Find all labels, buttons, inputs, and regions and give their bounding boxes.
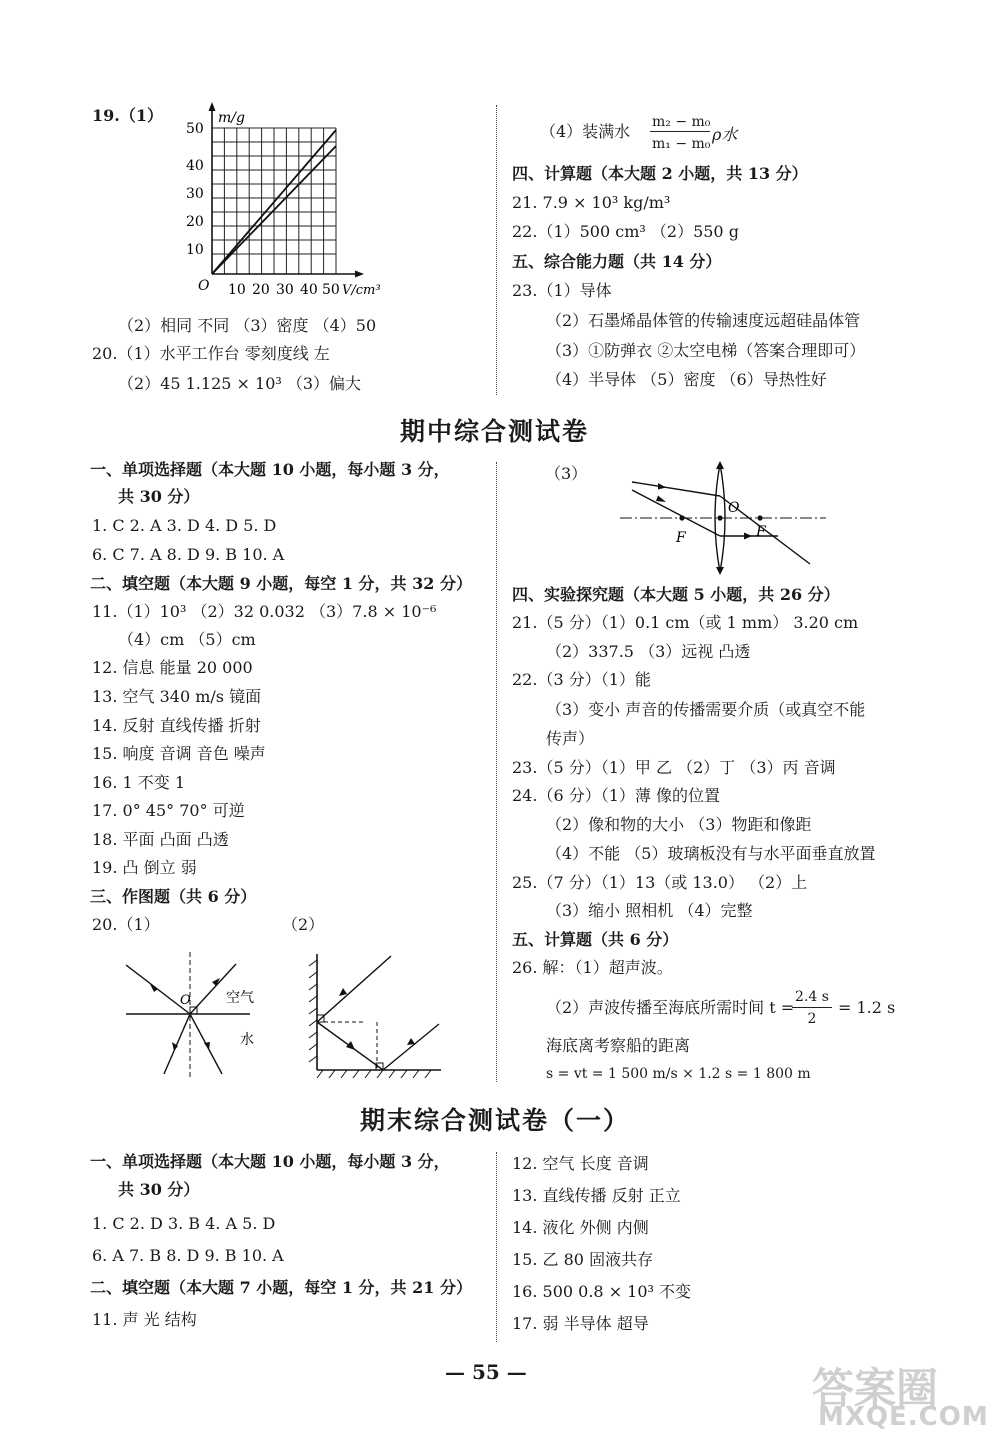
q19-part4-label: （4）装满水: [540, 122, 631, 141]
q20-part2: （2）45 1.125 × 10³ （3）偏大: [118, 374, 362, 393]
mid-section-1-heading: 一、单项选择题（本大题 10 小题，每小题 3 分，: [90, 460, 450, 479]
column-divider: [496, 105, 497, 395]
mid-q21-part2: （2）337.5 （3）远视 凸透: [546, 642, 751, 661]
refraction-diagram: [118, 950, 258, 1080]
final-section-1-heading-cont: 共 30 分）: [118, 1180, 200, 1199]
final-title: 期末综合测试卷（一）: [360, 1106, 631, 1135]
final-q15: 15. 乙 80 固液共存: [512, 1250, 654, 1269]
mid-q18: 18. 平面 凸面 凸透: [92, 830, 229, 849]
section-5-heading: 五、综合能力题（共 14 分）: [512, 252, 722, 271]
q26-fraction-bar: [792, 1007, 832, 1008]
mid-q14: 14. 反射 直线传播 折射: [92, 716, 261, 735]
plane-mirror-diagram: [305, 950, 445, 1080]
mid-q26-part2: （2）声波传播至海底所需时间 t =: [546, 998, 795, 1017]
mid-q20-part3-label: （3）: [545, 464, 588, 483]
mid-q20-part1-label: 20.（1）: [92, 915, 160, 934]
mid-q22-part1: 22.（3 分）（1）能: [512, 670, 651, 689]
q22-answer: 22.（1）500 cm³ （2）550 g: [512, 222, 739, 241]
mid-section-1-heading-cont: 共 30 分）: [118, 487, 200, 506]
rho-water: ρ水: [712, 125, 738, 144]
watermark-logo: 答案圈: [812, 1364, 939, 1413]
final-q17: 17. 弱 半导体 超导: [512, 1314, 649, 1333]
mass-volume-graph: [186, 100, 400, 305]
watermark-url: MXQE.COM: [818, 1402, 989, 1432]
column-divider: [496, 462, 497, 1082]
mid-section-5-heading: 五、计算题（共 6 分）: [512, 930, 679, 949]
page-number: — 55 —: [445, 1360, 527, 1384]
water-label: 水: [240, 1032, 254, 1048]
final-section-2-heading: 二、填空题（本大题 7 小题，每空 1 分，共 21 分）: [90, 1278, 472, 1297]
y-tick: 50: [186, 121, 204, 137]
x-tick: 10: [228, 282, 246, 298]
final-section-1-heading: 一、单项选择题（本大题 10 小题，每小题 3 分，: [90, 1152, 450, 1171]
fraction-numerator: m₂ − m₀: [652, 114, 711, 130]
x-tick: 20: [252, 282, 270, 298]
midterm-title: 期中综合测试卷: [400, 417, 590, 446]
focus-left-label: F: [676, 530, 686, 546]
mid-q26-part1: 26. 解：（1）超声波。: [512, 958, 673, 977]
mid-mc-answers-row1: 1. C 2. A 3. D 4. D 5. D: [92, 516, 277, 535]
point-O: O: [180, 993, 191, 1008]
q26-fraction-numerator: 2.4 s: [795, 989, 829, 1005]
final-q12: 12. 空气 长度 音调: [512, 1154, 649, 1173]
section-4-heading: 四、计算题（本大题 2 小题，共 13 分）: [512, 164, 808, 183]
q19-label: 19.（1）: [92, 106, 163, 125]
mid-q25-part2: （3）缩小 照相机 （4）完整: [546, 901, 753, 920]
y-tick: 20: [186, 214, 204, 230]
q26-result: = 1.2 s: [838, 998, 896, 1017]
fraction-bar: [650, 131, 710, 132]
mid-q21-part1: 21.（5 分）（1）0.1 cm（或 1 mm） 3.20 cm: [512, 613, 859, 632]
mid-q17: 17. 0° 45° 70° 可逆: [92, 801, 245, 820]
mid-q26-part3: 海底离考察船的距离: [546, 1036, 691, 1055]
final-q13: 13. 直线传播 反射 正立: [512, 1186, 681, 1205]
final-mc-answers-row2: 6. A 7. B 8. D 9. B 10. A: [92, 1246, 284, 1265]
origin-label: O: [198, 278, 210, 294]
mid-q11-part1: 11.（1）10³ （2）32 0.032 （3）7.8 × 10⁻⁶: [92, 602, 437, 621]
mid-q24-part3: （4）不能 （5）玻璃板没有与水平面垂直放置: [546, 844, 876, 863]
y-tick: 40: [186, 158, 204, 174]
mid-q20-part2-label: （2）: [282, 915, 325, 934]
x-axis-label: V/cm³: [342, 283, 381, 298]
fraction-denominator: m₁ − m₀: [652, 136, 711, 152]
mid-section-2-heading: 二、填空题（本大题 9 小题，每空 1 分，共 32 分）: [90, 574, 472, 593]
q23-part3: （3）①防弹衣 ②太空电梯（答案合理即可）: [546, 341, 866, 360]
lens-center-label: O: [728, 500, 740, 516]
q21-answer: 21. 7.9 × 10³ kg/m³: [512, 193, 671, 212]
q23-part2: （2）石墨烯晶体管的传输速度远超硅晶体管: [546, 311, 861, 330]
mid-q24-part1: 24.（6 分）（1）薄 像的位置: [512, 786, 720, 805]
q23-part4: （4）半导体 （5）密度 （6）导热性好: [546, 370, 827, 389]
y-tick: 10: [186, 242, 204, 258]
y-tick: 30: [186, 186, 204, 202]
q20-part1: 20.（1）水平工作台 零刻度线 左: [92, 344, 330, 363]
mid-q19: 19. 凸 倒立 弱: [92, 858, 197, 877]
final-q14: 14. 液化 外侧 内侧: [512, 1218, 649, 1237]
mid-q23: 23.（5 分）（1）甲 乙 （2）丁 （3）丙 音调: [512, 758, 836, 777]
mid-q13: 13. 空气 340 m/s 镜面: [92, 687, 262, 706]
y-axis-arrow: [209, 102, 216, 111]
q26-fraction-denominator: 2: [807, 1011, 817, 1027]
mid-q22-part2: （3）变小 声音的传播需要介质（或真空不能: [546, 700, 866, 719]
final-q11: 11. 声 光 结构: [92, 1310, 197, 1329]
mid-q16: 16. 1 不变 1: [92, 773, 186, 792]
mid-q25-part1: 25.（7 分）（1）13（或 13.0） （2）上: [512, 873, 808, 892]
x-tick: 40: [300, 282, 318, 298]
mid-section-3-heading: 三、作图题（共 6 分）: [90, 887, 257, 906]
mid-section-4-heading: 四、实验探究题（本大题 5 小题，共 26 分）: [512, 585, 840, 604]
final-q16: 16. 500 0.8 × 10³ 不变: [512, 1282, 692, 1301]
y-axis-label: m/g: [218, 110, 245, 126]
mid-q15: 15. 响度 音调 音色 噪声: [92, 744, 266, 763]
mid-mc-answers-row2: 6. C 7. A 8. D 9. B 10. A: [92, 545, 285, 564]
x-tick: 50: [322, 282, 340, 298]
mid-q24-part2: （2）像和物的大小 （3）物距和像距: [546, 815, 812, 834]
final-mc-answers-row1: 1. C 2. D 3. B 4. A 5. D: [92, 1214, 276, 1233]
mid-q26-part4: s = vt = 1 500 m/s × 1.2 s = 1 800 m: [546, 1066, 811, 1082]
column-divider: [496, 1152, 497, 1342]
convex-lens-diagram: [620, 460, 830, 580]
mid-q22-part3: 传声）: [546, 729, 595, 748]
mid-q12: 12. 信息 能量 20 000: [92, 658, 253, 677]
q19-part2: （2）相同 不同 （3）密度 （4）50: [118, 316, 377, 335]
x-axis-arrow: [355, 271, 364, 278]
q23-part1: 23.（1）导体: [512, 281, 612, 300]
air-label: 空气: [226, 990, 254, 1006]
mid-q11-part2: （4）cm （5）cm: [118, 630, 256, 649]
x-tick: 30: [276, 282, 294, 298]
focus-right-label: F: [756, 524, 766, 540]
